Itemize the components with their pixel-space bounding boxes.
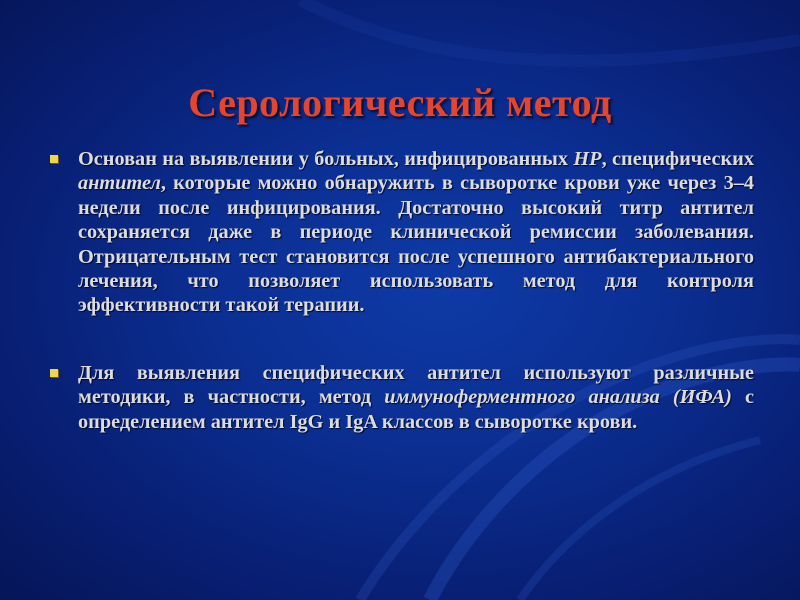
bullet-item-2 — [44, 361, 754, 434]
bullet-text: с определением антител IgG и IgA классов в сыворотке крови. — [78, 386, 755, 433]
slide-title: Серологический метод — [188, 79, 612, 125]
bullet-text: , которые можно обнаружить в сыворотке крови уже через 3–4 недели после инфицирования. Достаточно высокий титр антител сохраняется даже в периоде клинической ремиссии заболевания. Отрицательным тест становится после успешного антибактериального лечения, что позволяет использовать метод для контроля эффективности такой терапии. — [78, 172, 754, 317]
bullet-item-1 — [44, 147, 754, 318]
bullet-list — [44, 147, 754, 434]
square-bullet-icon — [50, 369, 58, 377]
bullet-text-italic: антител — [78, 172, 161, 195]
bullet-text: Основан на выявлении у больных, инфицированных — [78, 148, 574, 170]
bullet-text-italic: иммуноферментного анализа (ИФА) — [384, 386, 732, 409]
square-bullet-icon — [50, 155, 58, 163]
bullet-text: Для выявления специфических антител используют различные методики, в частности, метод — [78, 361, 754, 409]
bullet-text: , специфических — [601, 148, 755, 170]
bullet-text-italic: HP — [573, 148, 602, 170]
